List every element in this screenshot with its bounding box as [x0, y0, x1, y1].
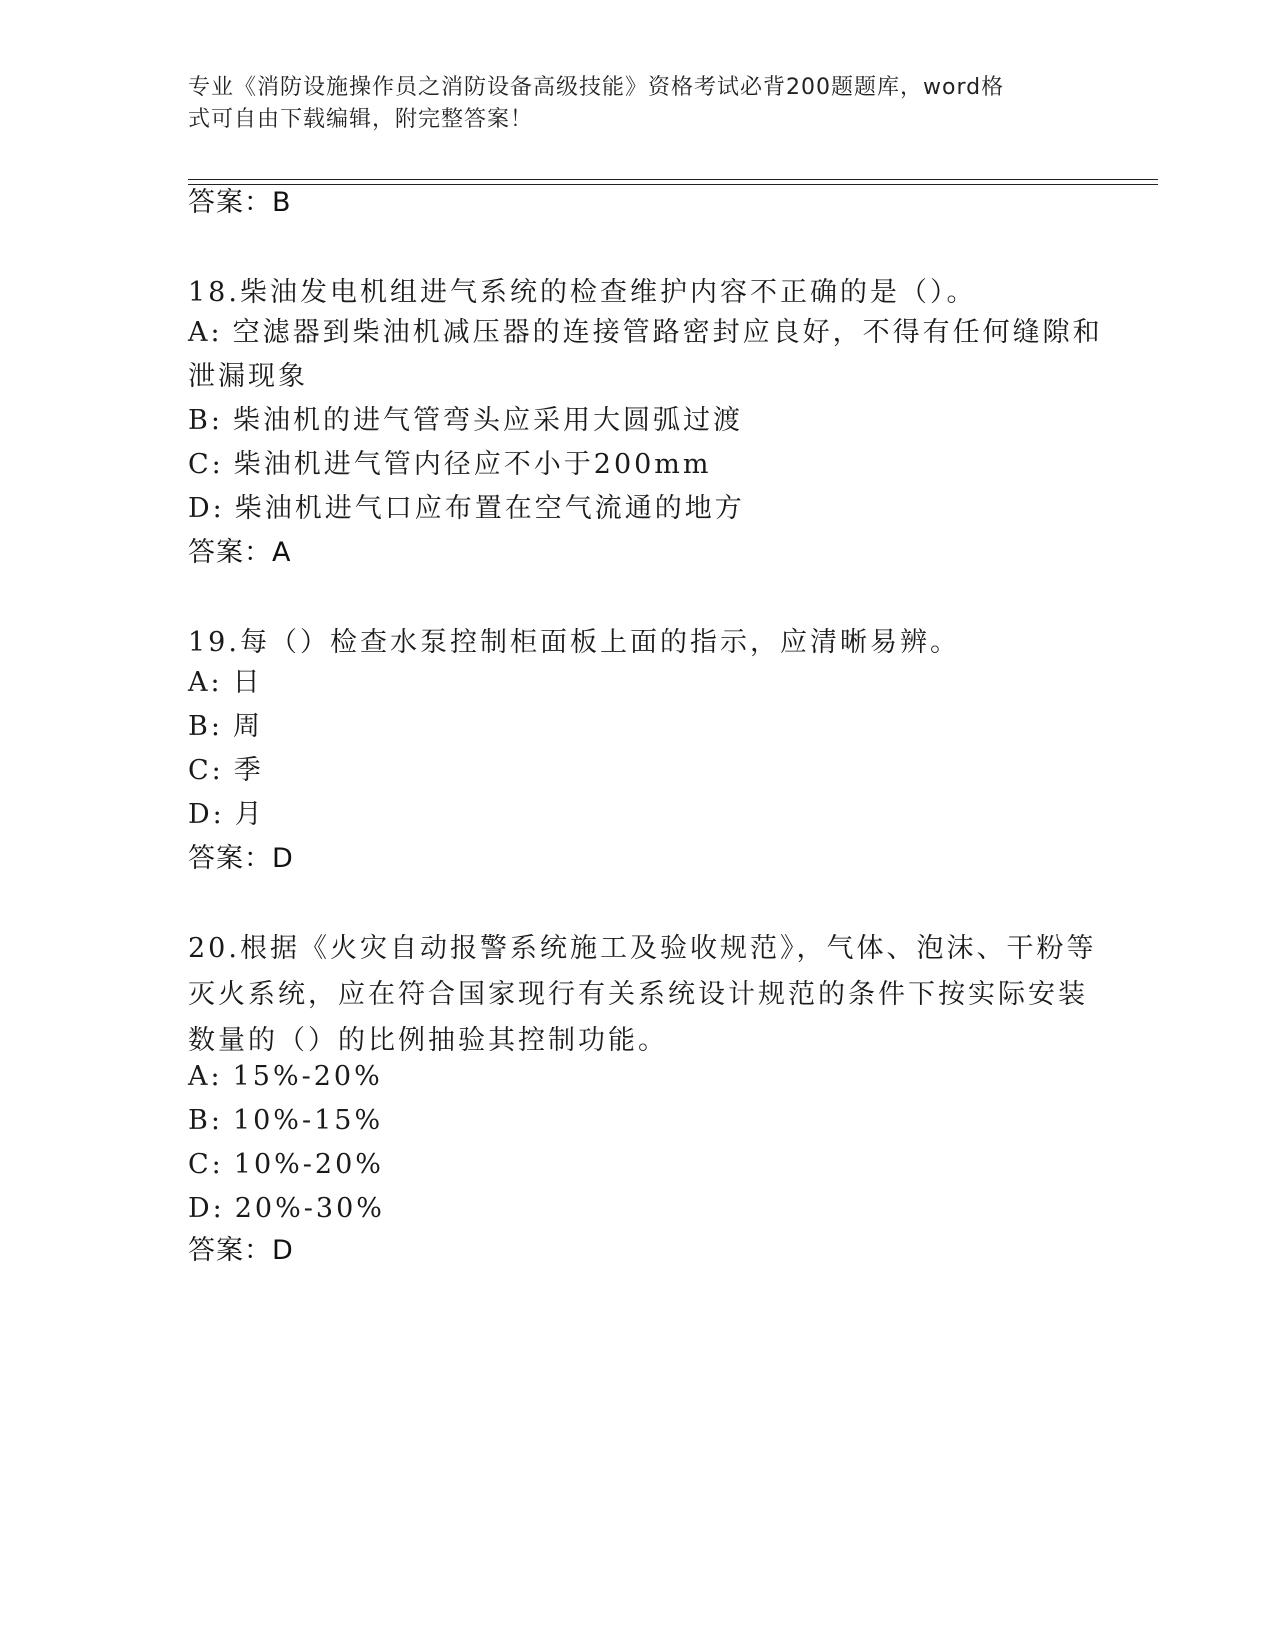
- option-label: D:: [188, 493, 225, 524]
- answer-20: 答案：D: [188, 1235, 294, 1266]
- answer-19: 答案：D: [188, 843, 294, 874]
- option-d: [188, 798, 265, 832]
- option-a-continued: [188, 360, 308, 394]
- option-label: B:: [188, 711, 223, 742]
- option-label: A:: [188, 667, 223, 698]
- header-divider-top: [188, 179, 1158, 180]
- option-text: 空滤器到柴油机减压器的连接管路密封应良好，不得有任何缝隙和: [232, 317, 1103, 348]
- option-c: [188, 1148, 384, 1182]
- question-text-line-2: 灭火系统，应在符合国家现行有关系统设计规范的条件下按实际安装: [188, 979, 1088, 1010]
- option-d: [188, 492, 745, 526]
- question-19: [188, 620, 1088, 666]
- previous-answer: 答案：B: [188, 187, 292, 218]
- option-a: [188, 666, 263, 700]
- option-text: 季: [233, 755, 264, 786]
- option-label: C:: [188, 1149, 224, 1180]
- question-text: 18.柴油发电机组进气系统的检查维护内容不正确的是（）。: [188, 277, 977, 308]
- option-text: 10%-20%: [233, 1149, 384, 1180]
- option-text: 20%-30%: [234, 1193, 385, 1224]
- option-c: [188, 448, 712, 482]
- header-line-1: 专业《消防设施操作员之消防设备高级技能》资格考试必背200题题库，word格: [188, 75, 1005, 100]
- header-divider-bottom: [188, 184, 1158, 185]
- question-20: [188, 926, 1097, 1064]
- option-c: [188, 754, 264, 788]
- option-label: C:: [188, 755, 224, 786]
- option-label: B:: [188, 1105, 223, 1136]
- option-text: 柴油机进气管内径应不小于200mm: [233, 449, 712, 480]
- answer-18: 答案：A: [188, 537, 292, 568]
- option-text: 15%-20%: [232, 1061, 383, 1092]
- option-text: 周: [232, 711, 263, 742]
- option-b: [188, 1104, 383, 1138]
- option-label: B:: [188, 405, 223, 436]
- option-a: [188, 1060, 383, 1094]
- option-text: 柴油机进气口应布置在空气流通的地方: [234, 493, 745, 524]
- option-label: C:: [188, 449, 224, 480]
- option-label: A:: [188, 317, 223, 348]
- option-text: 泄漏现象: [188, 361, 308, 392]
- option-label: D:: [188, 1193, 225, 1224]
- header-line-2: 式可自由下载编辑，附完整答案！: [188, 107, 534, 132]
- page-header: [188, 72, 1068, 136]
- question-text-line-3: 数量的（）的比例抽验其控制功能。: [188, 1025, 668, 1056]
- option-text: 月: [234, 799, 265, 830]
- question-text: 19.每（）检查水泵控制柜面板上面的指示，应清晰易辨。: [188, 627, 960, 658]
- option-label: A:: [188, 1061, 223, 1092]
- option-b: [188, 404, 743, 438]
- question-18: [188, 270, 1088, 316]
- option-text: 柴油机的进气管弯头应采用大圆弧过渡: [232, 405, 743, 436]
- option-text: 10%-15%: [232, 1105, 384, 1136]
- option-d: [188, 1192, 385, 1226]
- option-text: 日: [232, 667, 263, 698]
- option-a: [188, 316, 1103, 350]
- option-label: D:: [188, 799, 225, 830]
- question-text-line-1: 20.根据《火灾自动报警系统施工及验收规范》，气体、泡沫、干粉等: [188, 933, 1097, 964]
- option-b: [188, 710, 263, 744]
